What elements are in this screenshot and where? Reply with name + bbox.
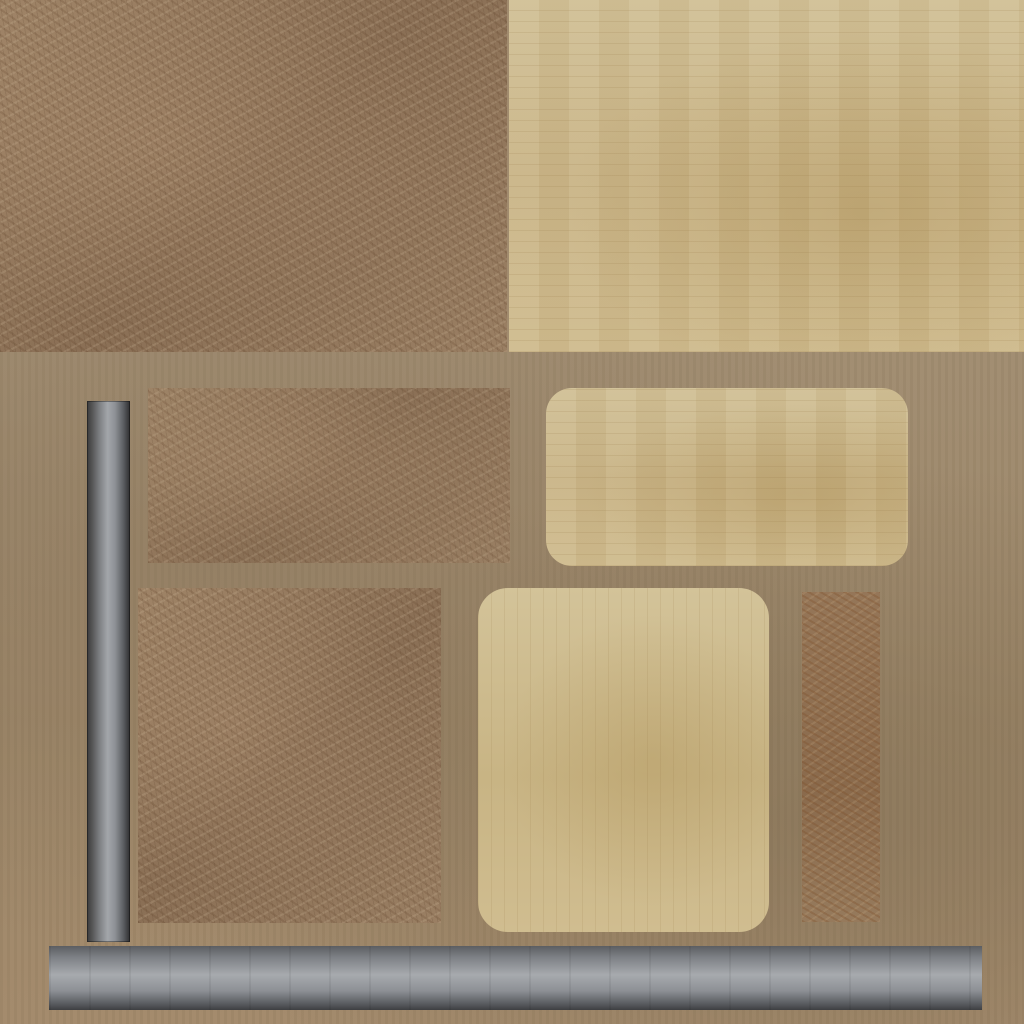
osb-board-middle bbox=[148, 388, 510, 563]
plywood-panel-rounded-wide bbox=[546, 388, 908, 566]
metal-pipe-vertical bbox=[87, 401, 130, 942]
osb-strip-right bbox=[802, 592, 880, 922]
plywood-board-top-right bbox=[509, 0, 1024, 352]
osb-board-lower-left bbox=[138, 588, 441, 923]
osb-board-top-left bbox=[0, 0, 507, 352]
metal-pipe-horizontal bbox=[49, 946, 982, 1010]
plywood-panel-rounded-tall bbox=[478, 588, 769, 932]
